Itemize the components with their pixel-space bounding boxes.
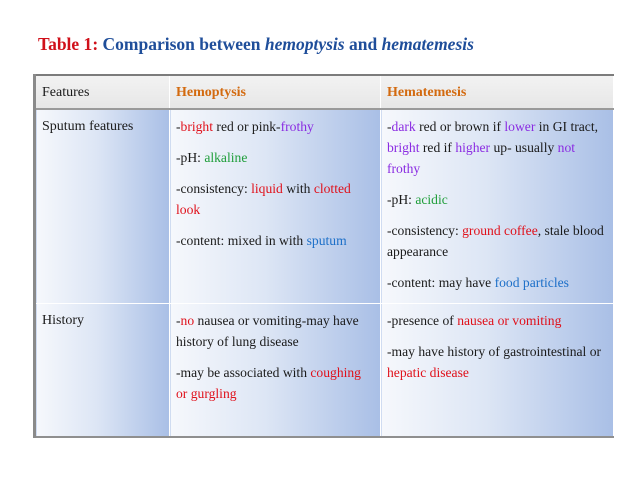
highlight-liquid: liquid <box>251 181 283 196</box>
text: with <box>282 181 314 196</box>
highlight-food-particles: food particles <box>494 275 569 290</box>
highlight-ground-coffee: ground coffee <box>462 223 538 238</box>
sputum-hemo-consistency <box>176 178 374 220</box>
highlight-coughing-gurgling: coughing or gurgling <box>176 365 361 401</box>
table-header-row <box>35 75 614 109</box>
text: red if <box>419 140 456 155</box>
header-features: Features <box>35 75 170 109</box>
text: -content: mixed in with <box>176 233 307 248</box>
highlight-hepatic-disease: hepatic disease <box>387 365 469 380</box>
highlight-not-frothy: not frothy <box>387 140 576 176</box>
sputum-hema-consistency <box>387 220 607 262</box>
title-term-hemoptysis: hemoptysis <box>264 34 345 54</box>
text: -pH: <box>176 150 205 165</box>
sputum-hemo-content <box>176 230 374 251</box>
history-hema-nausea <box>387 310 607 331</box>
header-hematemesis: Hematemesis <box>381 75 614 109</box>
text: red or pink- <box>213 119 281 134</box>
text: in GI tract, <box>535 119 599 134</box>
sputum-hema-content <box>387 272 607 293</box>
cell-history-hematemesis <box>381 304 614 438</box>
highlight-bright: bright <box>387 140 420 155</box>
highlight-higher: higher <box>455 140 491 155</box>
text: -consistency: <box>176 181 252 196</box>
history-hemo-nausea <box>176 310 374 352</box>
row-label-sputum: Sputum features <box>35 109 170 304</box>
text: -presence of <box>387 313 458 328</box>
history-hemo-association <box>176 362 374 404</box>
sputum-hema-color <box>387 116 607 179</box>
cell-sputum-hematemesis <box>381 109 614 304</box>
text: , stale blood appearance <box>387 223 604 259</box>
title-label: Table 1 <box>38 34 93 54</box>
text: - <box>176 313 181 328</box>
text: -may have history of gastrointestinal or <box>387 344 602 359</box>
highlight-sputum: sputum <box>306 233 347 248</box>
highlight-bright: bright <box>180 119 214 134</box>
highlight-frothy: frothy <box>280 119 314 134</box>
table-title <box>38 34 474 55</box>
text: -may be associated with <box>176 365 311 380</box>
comparison-table <box>33 74 614 438</box>
sputum-hemo-ph <box>176 147 374 168</box>
highlight-nausea-vomiting: nausea or vomiting <box>457 313 562 328</box>
text: up- usually <box>490 140 558 155</box>
title-part1: Comparison between <box>98 34 265 54</box>
title-part2: and <box>344 34 382 54</box>
text: -consistency: <box>387 223 463 238</box>
highlight-dark: dark <box>391 119 416 134</box>
history-hema-disease <box>387 341 607 383</box>
text: - <box>387 119 392 134</box>
text: - <box>176 119 181 134</box>
title-colon: : <box>92 34 99 54</box>
text: -content: may have <box>387 275 495 290</box>
text: red or brown if <box>415 119 505 134</box>
highlight-clotted-look: clotted look <box>176 181 351 217</box>
highlight-lower: lower <box>504 119 536 134</box>
sputum-hema-ph <box>387 189 607 210</box>
cell-history-hemoptysis <box>170 304 381 438</box>
table-row-sputum <box>35 109 614 304</box>
title-term-hematemesis: hematemesis <box>381 34 474 54</box>
sputum-hemo-color <box>176 116 374 137</box>
highlight-acidic: acidic <box>415 192 448 207</box>
highlight-no: no <box>180 313 195 328</box>
text: nausea or vomiting-may have history of lung disease <box>176 313 359 349</box>
highlight-alkaline: alkaline <box>204 150 248 165</box>
text: -pH: <box>387 192 416 207</box>
header-hemoptysis: Hemoptysis <box>170 75 381 109</box>
table-row-history <box>35 304 614 438</box>
row-label-history: History <box>35 304 170 438</box>
cell-sputum-hemoptysis <box>170 109 381 304</box>
